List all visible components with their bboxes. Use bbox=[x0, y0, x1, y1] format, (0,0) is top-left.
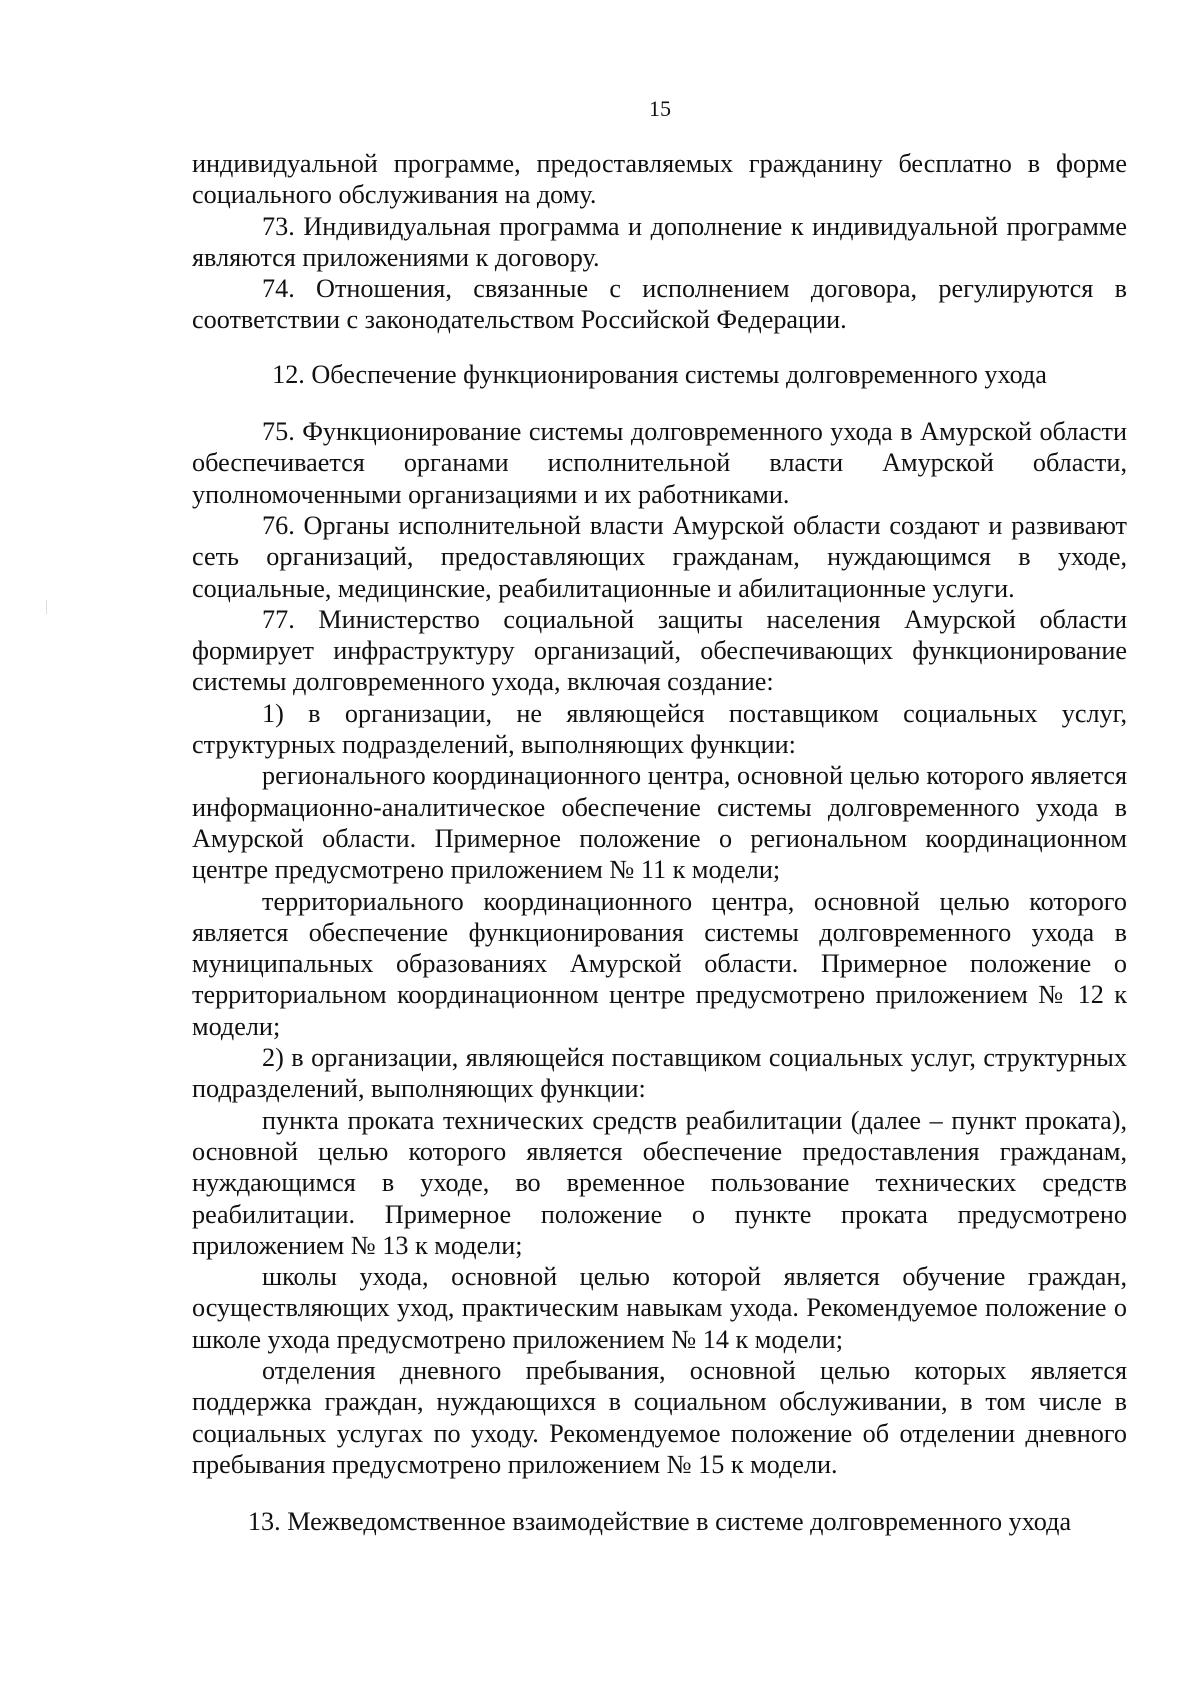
paragraph-77: 77. Министерство социальной защиты населения Амурской области формирует инфраструктуру организаций, обеспечивающих функционирование системы долговременного ухода, включая создание: bbox=[192, 604, 1127, 697]
section-heading-13: 13. Межведомственное взаимодействие в системе долговременного ухода bbox=[247, 1507, 1072, 1537]
section-heading-12: 12. Обеспечение функционирования системы долговременного ухода bbox=[272, 359, 1047, 389]
scan-margin-mark bbox=[46, 600, 47, 614]
paragraph-74: 74. Отношения, связанные с исполнением договора, регулируются в соответствии с законодательством Российской Федерации. bbox=[192, 274, 1127, 335]
paragraph-77-item-2-day-stay: отделения дневного пребывания, основной целью которых является поддержка граждан, нуждающихся в социальном обслуживании, в том числе в социальных услугах по уходу. Рекомендуемое положение об отделении дневного пребывания предусмотрено приложением № 15 к модели. bbox=[192, 1355, 1127, 1479]
paragraph-77-item-1-territorial-center: территориального координационного центра, основной целью которого является обеспечение функционирования системы долговременного ухода в муниципальных образованиях Амурской области. Примерное положение о территориальном координационном центре предусмотрено приложением № 12 к модели; bbox=[192, 886, 1127, 1041]
paragraph-77-item-1-regional-center: регионального координационного центра, основной целью которого является информационно-аналитическое обеспечение системы долговременного ухода в Амурской области. Примерное положение о региональном координационном центре предусмотрено приложением № 11 к модели; bbox=[192, 761, 1127, 885]
paragraph-76: 76. Органы исполнительной власти Амурской области создают и развивают сеть организаций, предоставляющих гражданам, нуждающимся в уходе, социальные, медицинские, реабилитационные и абилитационные услуги. bbox=[192, 510, 1127, 603]
paragraph-73: 73. Индивидуальная программа и дополнение к индивидуальной программе являются приложениями к договору. bbox=[192, 211, 1127, 272]
paragraph-continuation: индивидуальной программе, предоставляемых гражданину бесплатно в форме социального обслуживания на дому. bbox=[192, 149, 1127, 210]
document-body bbox=[192, 148, 1127, 1537]
paragraph-75: 75. Функционирование системы долговременного ухода в Амурской области обеспечивается органами исполнительной власти Амурской области, уполномоченными организациями и их работниками. bbox=[192, 417, 1127, 509]
paragraph-77-item-2-rental-point: пункта проката технических средств реабилитации (далее – пункт проката), основной целью которого является обеспечение предоставления гражданам, нуждающимся в уходе, во временное пользование технических средств реабилитации. Примерное положение о пункте проката предусмотрено приложением № 13 к модели; bbox=[192, 1105, 1127, 1260]
page-number: 15 bbox=[649, 96, 671, 121]
paragraph-77-item-2: 2) в организации, являющейся поставщиком социальных услуг, структурных подразделений, выполняющих функции: bbox=[192, 1043, 1127, 1104]
paragraph-77-item-1: 1) в организации, не являющейся поставщиком социальных услуг, структурных подразделений, выполняющих функции: bbox=[192, 698, 1127, 760]
paragraph-77-item-2-care-school: школы ухода, основной целью которой является обучение граждан, осуществляющих уход, практическим навыкам ухода. Рекомендуемое положение о школе ухода предусмотрено приложением № 14 к модели; bbox=[192, 1262, 1127, 1354]
